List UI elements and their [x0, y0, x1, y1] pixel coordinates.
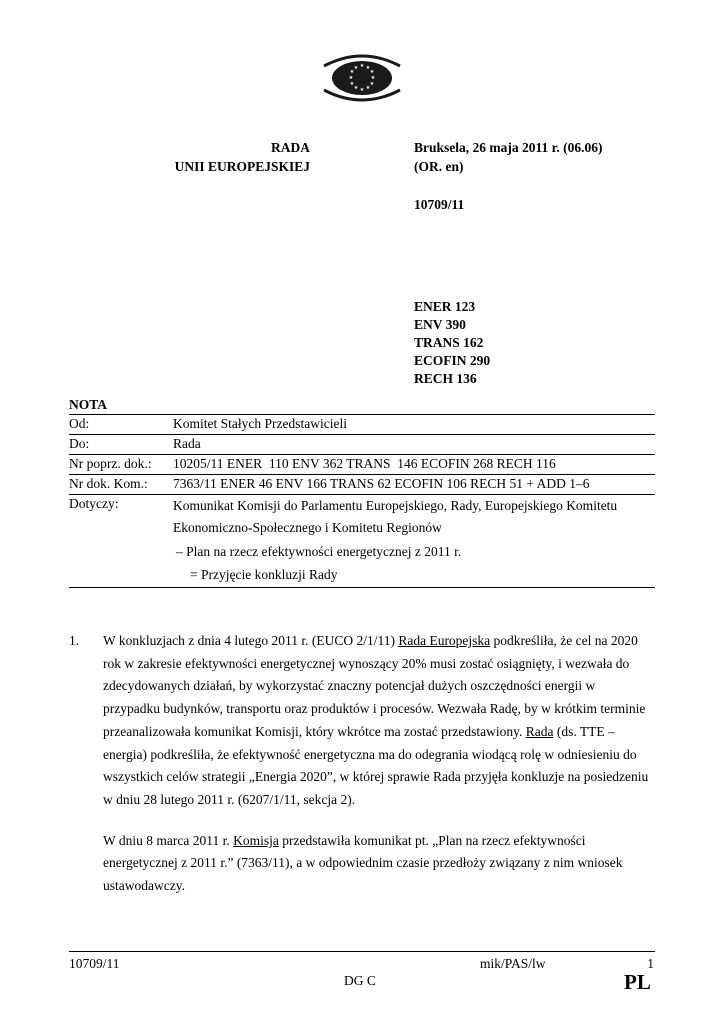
- svg-text:★: ★: [359, 63, 365, 69]
- svg-text:★: ★: [349, 81, 355, 87]
- svg-text:★: ★: [348, 75, 354, 81]
- p1-text-a: W konkluzjach z dnia 4 lutego 2011 r. (EUCO 2/1/11): [103, 633, 399, 648]
- svg-text:★: ★: [365, 65, 371, 71]
- place-date: Bruksela, 26 maja 2011 r. (06.06): [414, 140, 603, 155]
- meta-value: 7363/11 ENER 46 ENV 166 TRANS 62 ECOFIN 106 RECH 51 + ADD 1–6: [173, 476, 590, 491]
- p2-text-a: W dniu 8 marca 2011 r.: [103, 832, 234, 848]
- code: ENV 390: [414, 317, 466, 332]
- subject-sub1: – Plan na rzecz efektywności energetycznej z 2011 r.: [176, 544, 462, 559]
- eu-council-logo-icon: [320, 52, 404, 104]
- code: ENER 123: [414, 299, 476, 314]
- svg-text:★: ★: [370, 75, 376, 81]
- svg-text:★: ★: [359, 87, 365, 93]
- doc-number: 10709/11: [414, 197, 465, 212]
- svg-text:★: ★: [369, 69, 375, 75]
- subject-text: Komunikat Komisji do Parlamentu Europejskiego, Rady, Europejskiego Komitetu Ekonomiczno-Społecznego i Komitetu Regionów: [173, 498, 618, 535]
- european-council-link[interactable]: Rada Europejska: [398, 633, 491, 648]
- code: RECH 136: [414, 371, 477, 386]
- original-language: (OR. en): [414, 159, 464, 174]
- svg-text:★: ★: [365, 85, 371, 91]
- footer-initials: mik/PAS/lw: [480, 956, 546, 971]
- meta-row-prev-doc: [69, 454, 655, 474]
- meta-row-to: [69, 434, 655, 454]
- code: ECOFIN 290: [414, 353, 491, 368]
- institution-line1: RADA: [271, 140, 310, 155]
- footer-divider: [69, 951, 655, 952]
- meta-value-subject: [173, 495, 655, 587]
- meta-row-subject: [69, 494, 655, 588]
- classification-codes: [414, 298, 490, 388]
- note-title: NOTA: [69, 397, 108, 412]
- p2-text-b: przedstawiła komunikat pt. „Plan na rzecz efektywności energetycznej z 2011 r.” (7363/11), a w odpowiednim czasie przedłoży związany z nim wniosek ustawodawczy.: [103, 832, 623, 894]
- footer-page-number: 1: [647, 956, 654, 971]
- meta-row-com-doc: [69, 474, 655, 494]
- note-metadata-table: [69, 414, 655, 588]
- code: TRANS 162: [414, 335, 484, 350]
- p1-text-b: podkreśliła, że cel na 2020 rok w zakresie efektywności energetycznej wynoszący 20% musi zostać osiągnięty, i wezwała do zdecydowanych działań, by wykorzystać znaczny potencjał dużych oszczędności energii w przypadku budynków, transportu oraz produktów i procesów. Wezwała Radę, by w krótkim terminie przeanalizowała komunikat Komisji, który wkrótce ma zostać przedstawiony.: [103, 633, 646, 739]
- footer-doc-number: 10709/11: [69, 956, 120, 971]
- meta-value: Rada: [173, 436, 201, 451]
- institution-name: [150, 138, 310, 176]
- footer-dg: DG C: [344, 973, 376, 988]
- paragraph-number: 1.: [69, 633, 80, 648]
- body-text: [69, 630, 655, 898]
- p1-text-c: (ds. TTE – energia) podkreśliła, że efektywność energetyczna ma do odegrania wiodącą rolę w odniesieniu do wszystkich celów strategii „Energia 2020”, w której sprawie Rada przyjęła konkluzje na posiedzeniu w dniu 28 lutego 2011 r. (6207/1/11, sekcja 2).: [103, 723, 649, 807]
- footer-language: PL: [624, 970, 651, 994]
- council-link[interactable]: Rada: [525, 723, 554, 739]
- subject-sub2: = Przyjęcie konkluzji Rady: [190, 567, 338, 582]
- meta-value: Komitet Stałych Przedstawicieli: [173, 416, 347, 431]
- meta-value: 10205/11 ENER 110 ENV 362 TRANS 146 ECOFIN 268 RECH 116: [173, 456, 556, 471]
- doc-header-right: [414, 138, 603, 214]
- meta-key: Do:: [69, 436, 90, 451]
- paragraph-1: [103, 630, 655, 812]
- institution-line2: UNII EUROPEJSKIEJ: [174, 159, 310, 174]
- paragraph-2: [103, 830, 655, 898]
- meta-row-from: [69, 414, 655, 434]
- meta-key: Dotyczy:: [69, 496, 119, 511]
- commission-link[interactable]: Komisja: [233, 832, 279, 848]
- meta-key: Nr dok. Kom.:: [69, 476, 148, 491]
- svg-text:★: ★: [353, 85, 359, 91]
- svg-text:★: ★: [349, 69, 355, 75]
- meta-key: Od:: [69, 416, 90, 431]
- meta-key: Nr poprz. dok.:: [69, 456, 152, 471]
- svg-text:★: ★: [353, 65, 359, 71]
- svg-text:★: ★: [369, 81, 375, 87]
